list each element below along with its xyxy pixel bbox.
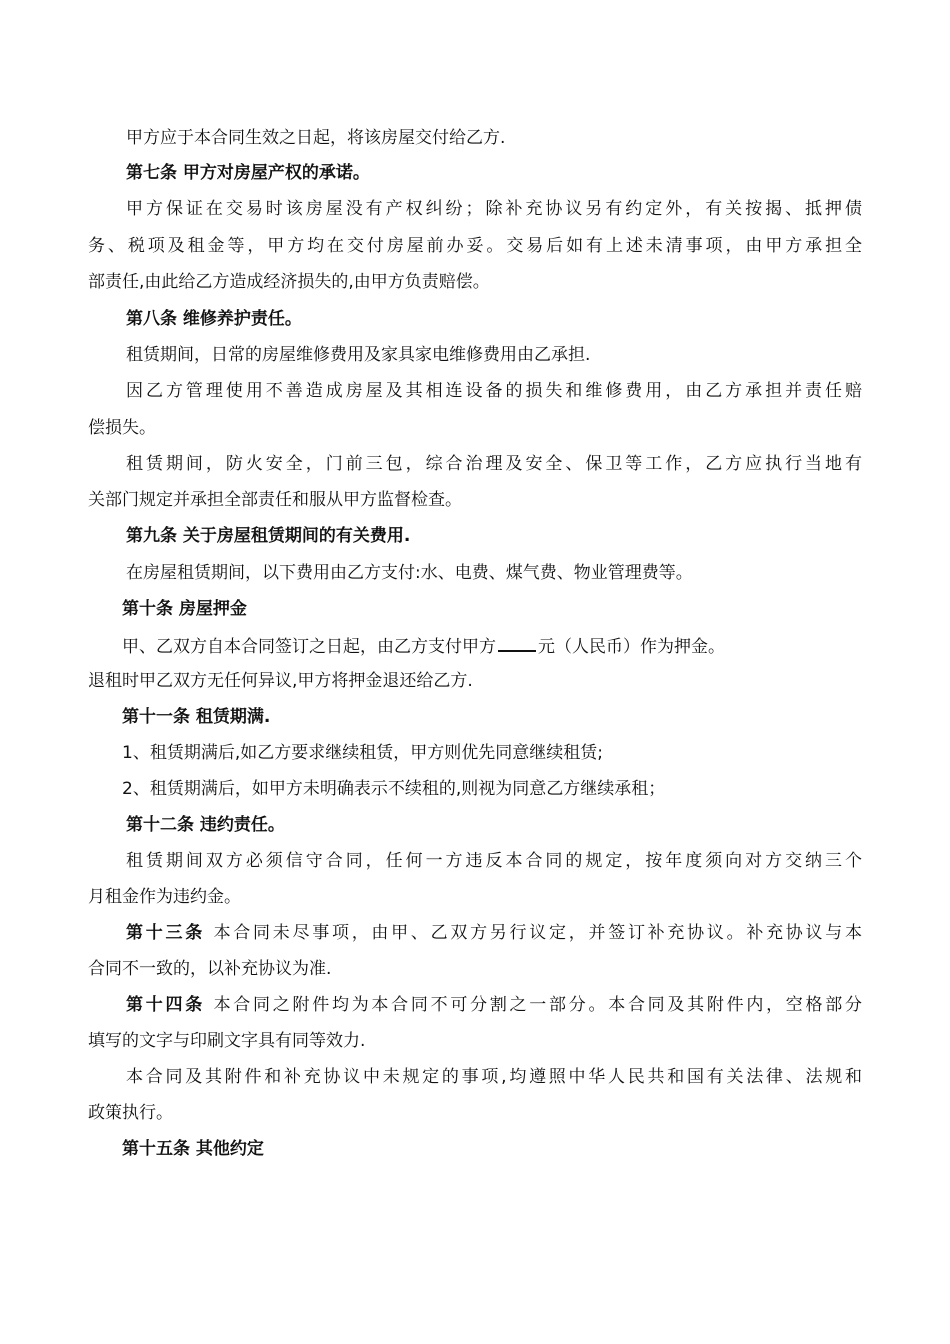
deposit-amount-blank bbox=[498, 634, 536, 652]
paragraph: 退租时甲乙双方无任何异议,甲方将押金退还给乙方. bbox=[88, 671, 473, 691]
paragraph: 政策执行。 bbox=[88, 1103, 173, 1123]
paragraph: 甲方保证在交易时该房屋没有产权纠纷；除补充协议另有约定外，有关按揭、抵押债 bbox=[126, 199, 862, 219]
article-heading-9: 第九条 关于房屋租赁期间的有关费用. bbox=[126, 526, 411, 546]
article-14-text: 本合同之附件均为本合同不可分割之一部分。本合同及其附件内，空格部分 bbox=[213, 995, 862, 1015]
paragraph: 月租金作为违约金。 bbox=[88, 887, 241, 907]
article-heading-13: 第十三条 bbox=[126, 923, 214, 943]
paragraph: 部责任,由此给乙方造成经济损失的,由甲方负责赔偿。 bbox=[88, 272, 490, 292]
paragraph: 关部门规定并承担全部责任和服从甲方监督检查。 bbox=[88, 490, 462, 510]
paragraph: 偿损失。 bbox=[88, 418, 156, 438]
paragraph: 合同不一致的，以补充协议为准. bbox=[88, 959, 332, 979]
paragraph: 在房屋租赁期间，以下费用由乙方支付:水、电费、煤气费、物业管理费等。 bbox=[126, 563, 693, 583]
article-heading-10: 第十条 房屋押金 bbox=[122, 599, 247, 619]
article-heading-8: 第八条 维修养护责任。 bbox=[126, 309, 302, 329]
paragraph-article-13 bbox=[126, 922, 862, 944]
paragraph-deposit bbox=[122, 634, 862, 658]
article-heading-12: 第十二条 违约责任。 bbox=[126, 815, 285, 835]
paragraph: 甲方应于本合同生效之日起，将该房屋交付给乙方. bbox=[126, 128, 506, 148]
paragraph: 本合同及其附件和补充协议中未规定的事项,均遵照中华人民共和国有关法律、法规和 bbox=[126, 1067, 862, 1087]
paragraph: 租赁期间，防火安全，门前三包，综合治理及安全、保卫等工作，乙方应执行当地有 bbox=[126, 454, 862, 474]
paragraph: 因乙方管理使用不善造成房屋及其相连设备的损失和维修费用，由乙方承担并责任赔 bbox=[126, 381, 862, 401]
article-heading-14: 第十四条 bbox=[126, 995, 214, 1015]
deposit-text-before: 甲、乙双方自本合同签订之日起，由乙方支付甲方 bbox=[122, 637, 496, 657]
article-13-text: 本合同未尽事项，由甲、乙双方另行议定，并签订补充协议。补充协议与本 bbox=[213, 923, 862, 943]
list-item: 2、租赁期满后，如甲方未明确表示不续租的,则视为同意乙方继续承租； bbox=[122, 779, 666, 799]
article-heading-15: 第十五条 其他约定 bbox=[122, 1139, 264, 1159]
deposit-text-after: 元（人民币）作为押金。 bbox=[538, 637, 725, 657]
article-heading-11: 第十一条 租赁期满. bbox=[122, 707, 271, 727]
paragraph: 租赁期间，日常的房屋维修费用及家具家电维修费用由乙承担. bbox=[126, 345, 591, 365]
paragraph: 务、税项及租金等，甲方均在交付房屋前办妥。交易后如有上述未清事项，由甲方承担全 bbox=[88, 236, 862, 256]
paragraph: 租赁期间双方必须信守合同，任何一方违反本合同的规定，按年度须向对方交纳三个 bbox=[126, 851, 862, 871]
paragraph: 填写的文字与印刷文字具有同等效力. bbox=[88, 1031, 366, 1051]
article-heading-7: 第七条 甲方对房屋产权的承诺。 bbox=[126, 163, 370, 183]
list-item: 1、租赁期满后,如乙方要求继续租赁，甲方则优先同意继续租赁; bbox=[122, 743, 603, 763]
paragraph-article-14 bbox=[126, 994, 862, 1016]
